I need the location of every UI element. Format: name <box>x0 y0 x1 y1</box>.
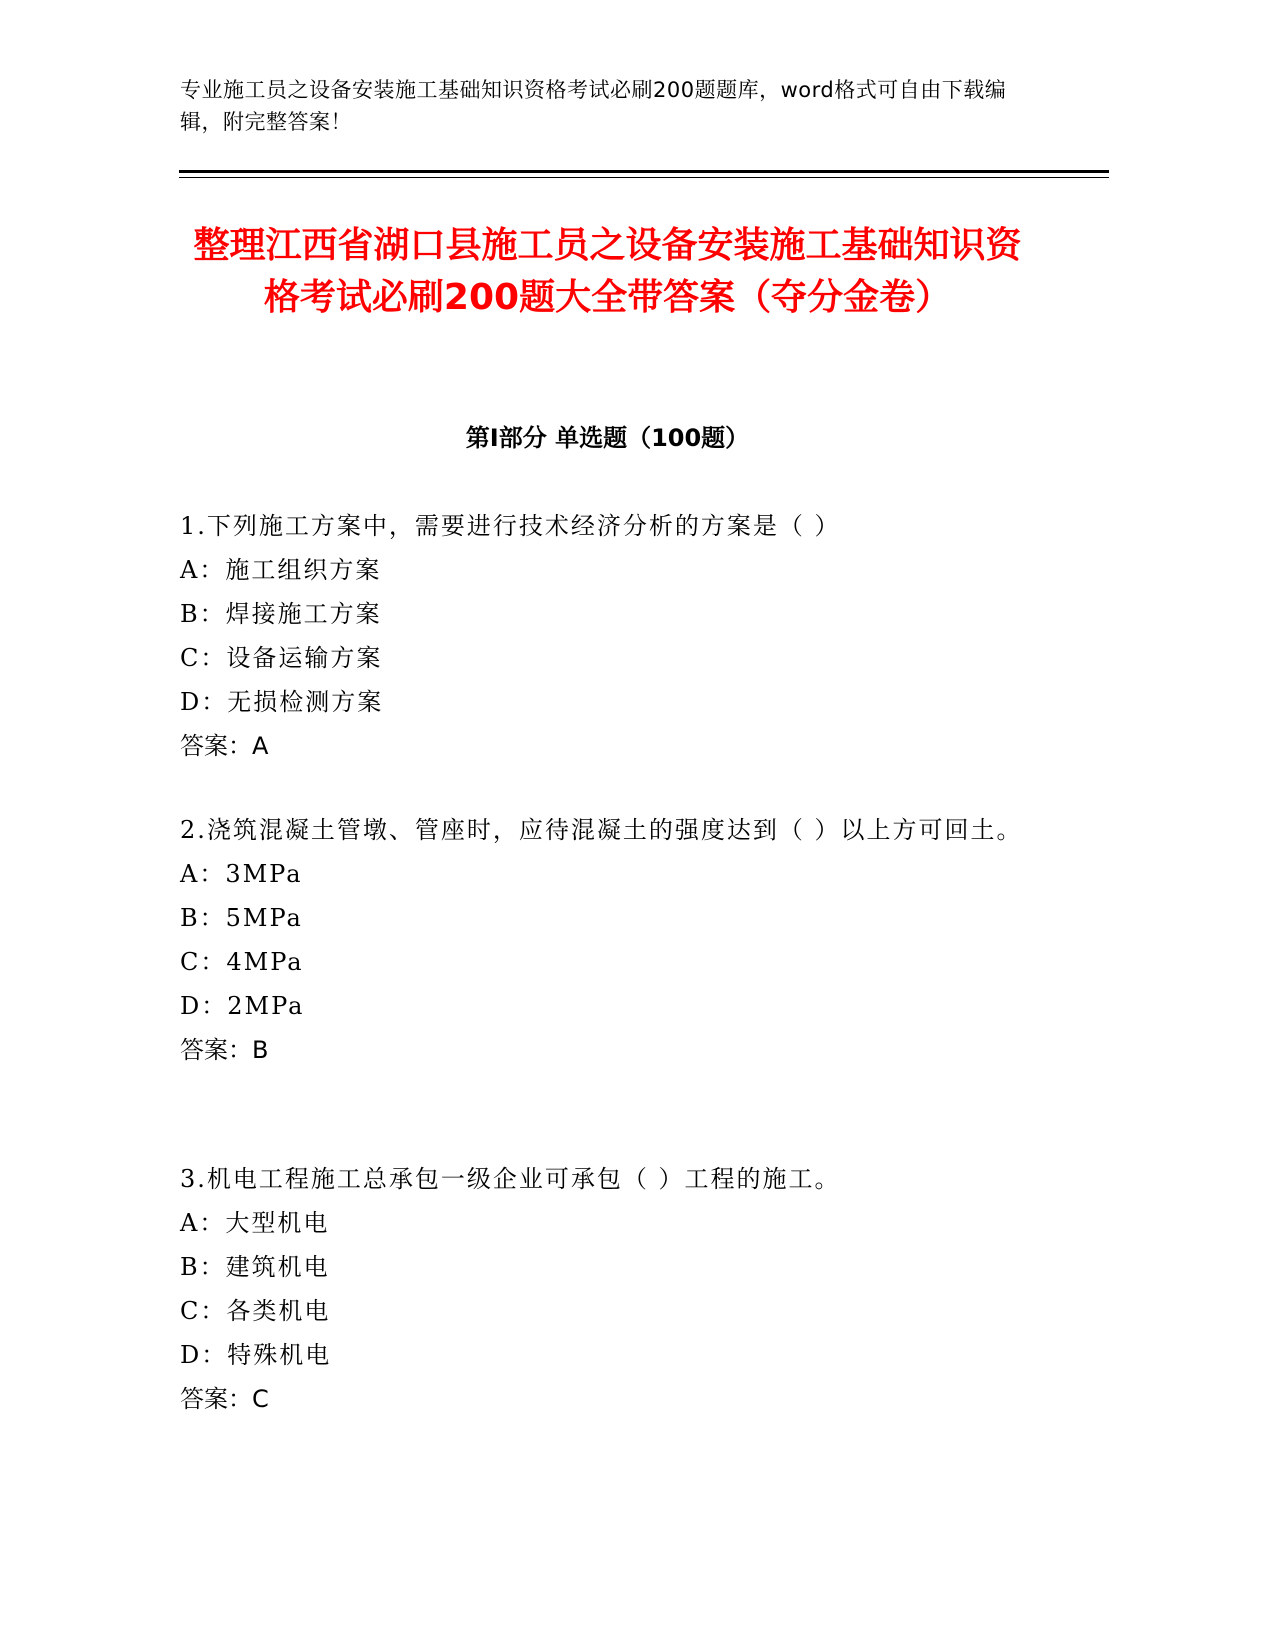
header-divider-thick <box>179 170 1109 173</box>
question-stem: 1.下列施工方案中，需要进行技术经济分析的方案是（ ） <box>180 512 841 540</box>
option-b: B：建筑机电 <box>180 1253 330 1281</box>
document-title: 整理江西省湖口县施工员之设备安装施工基础知识资格考试必刷200题大全带答案（夺分金卷） <box>193 225 1022 318</box>
option-c: C：各类机电 <box>180 1297 331 1325</box>
option-b: B：5MPa <box>180 904 303 932</box>
option-b: B：焊接施工方案 <box>180 600 382 628</box>
question-stem: 3.机电工程施工总承包一级企业可承包（ ）工程的施工。 <box>180 1165 841 1193</box>
question-2 <box>180 808 1040 1072</box>
answer: 答案：A <box>180 732 269 760</box>
answer: 答案：B <box>180 1036 269 1064</box>
header-divider-thin <box>179 177 1109 178</box>
option-c: C：4MPa <box>180 948 304 976</box>
header-note: 专业施工员之设备安装施工基础知识资格考试必刷200题题库，word格式可自由下载编辑，附完整答案！ <box>180 78 1007 134</box>
section-title: 第Ⅰ部分 单选题（100题） <box>465 424 750 452</box>
option-d: D：2MPa <box>180 992 305 1020</box>
option-a: A：施工组织方案 <box>180 556 382 584</box>
option-a: A：大型机电 <box>180 1209 330 1237</box>
question-stem: 2.浇筑混凝土管墩、管座时，应待混凝土的强度达到（ ）以上方可回土。 <box>180 816 1023 844</box>
question-1 <box>180 504 1040 768</box>
option-d: D：无损检测方案 <box>180 688 384 716</box>
question-3 <box>180 1157 1040 1421</box>
answer: 答案：C <box>180 1385 269 1413</box>
option-a: A：3MPa <box>180 860 303 888</box>
option-d: D：特殊机电 <box>180 1341 332 1369</box>
option-c: C：设备运输方案 <box>180 644 383 672</box>
